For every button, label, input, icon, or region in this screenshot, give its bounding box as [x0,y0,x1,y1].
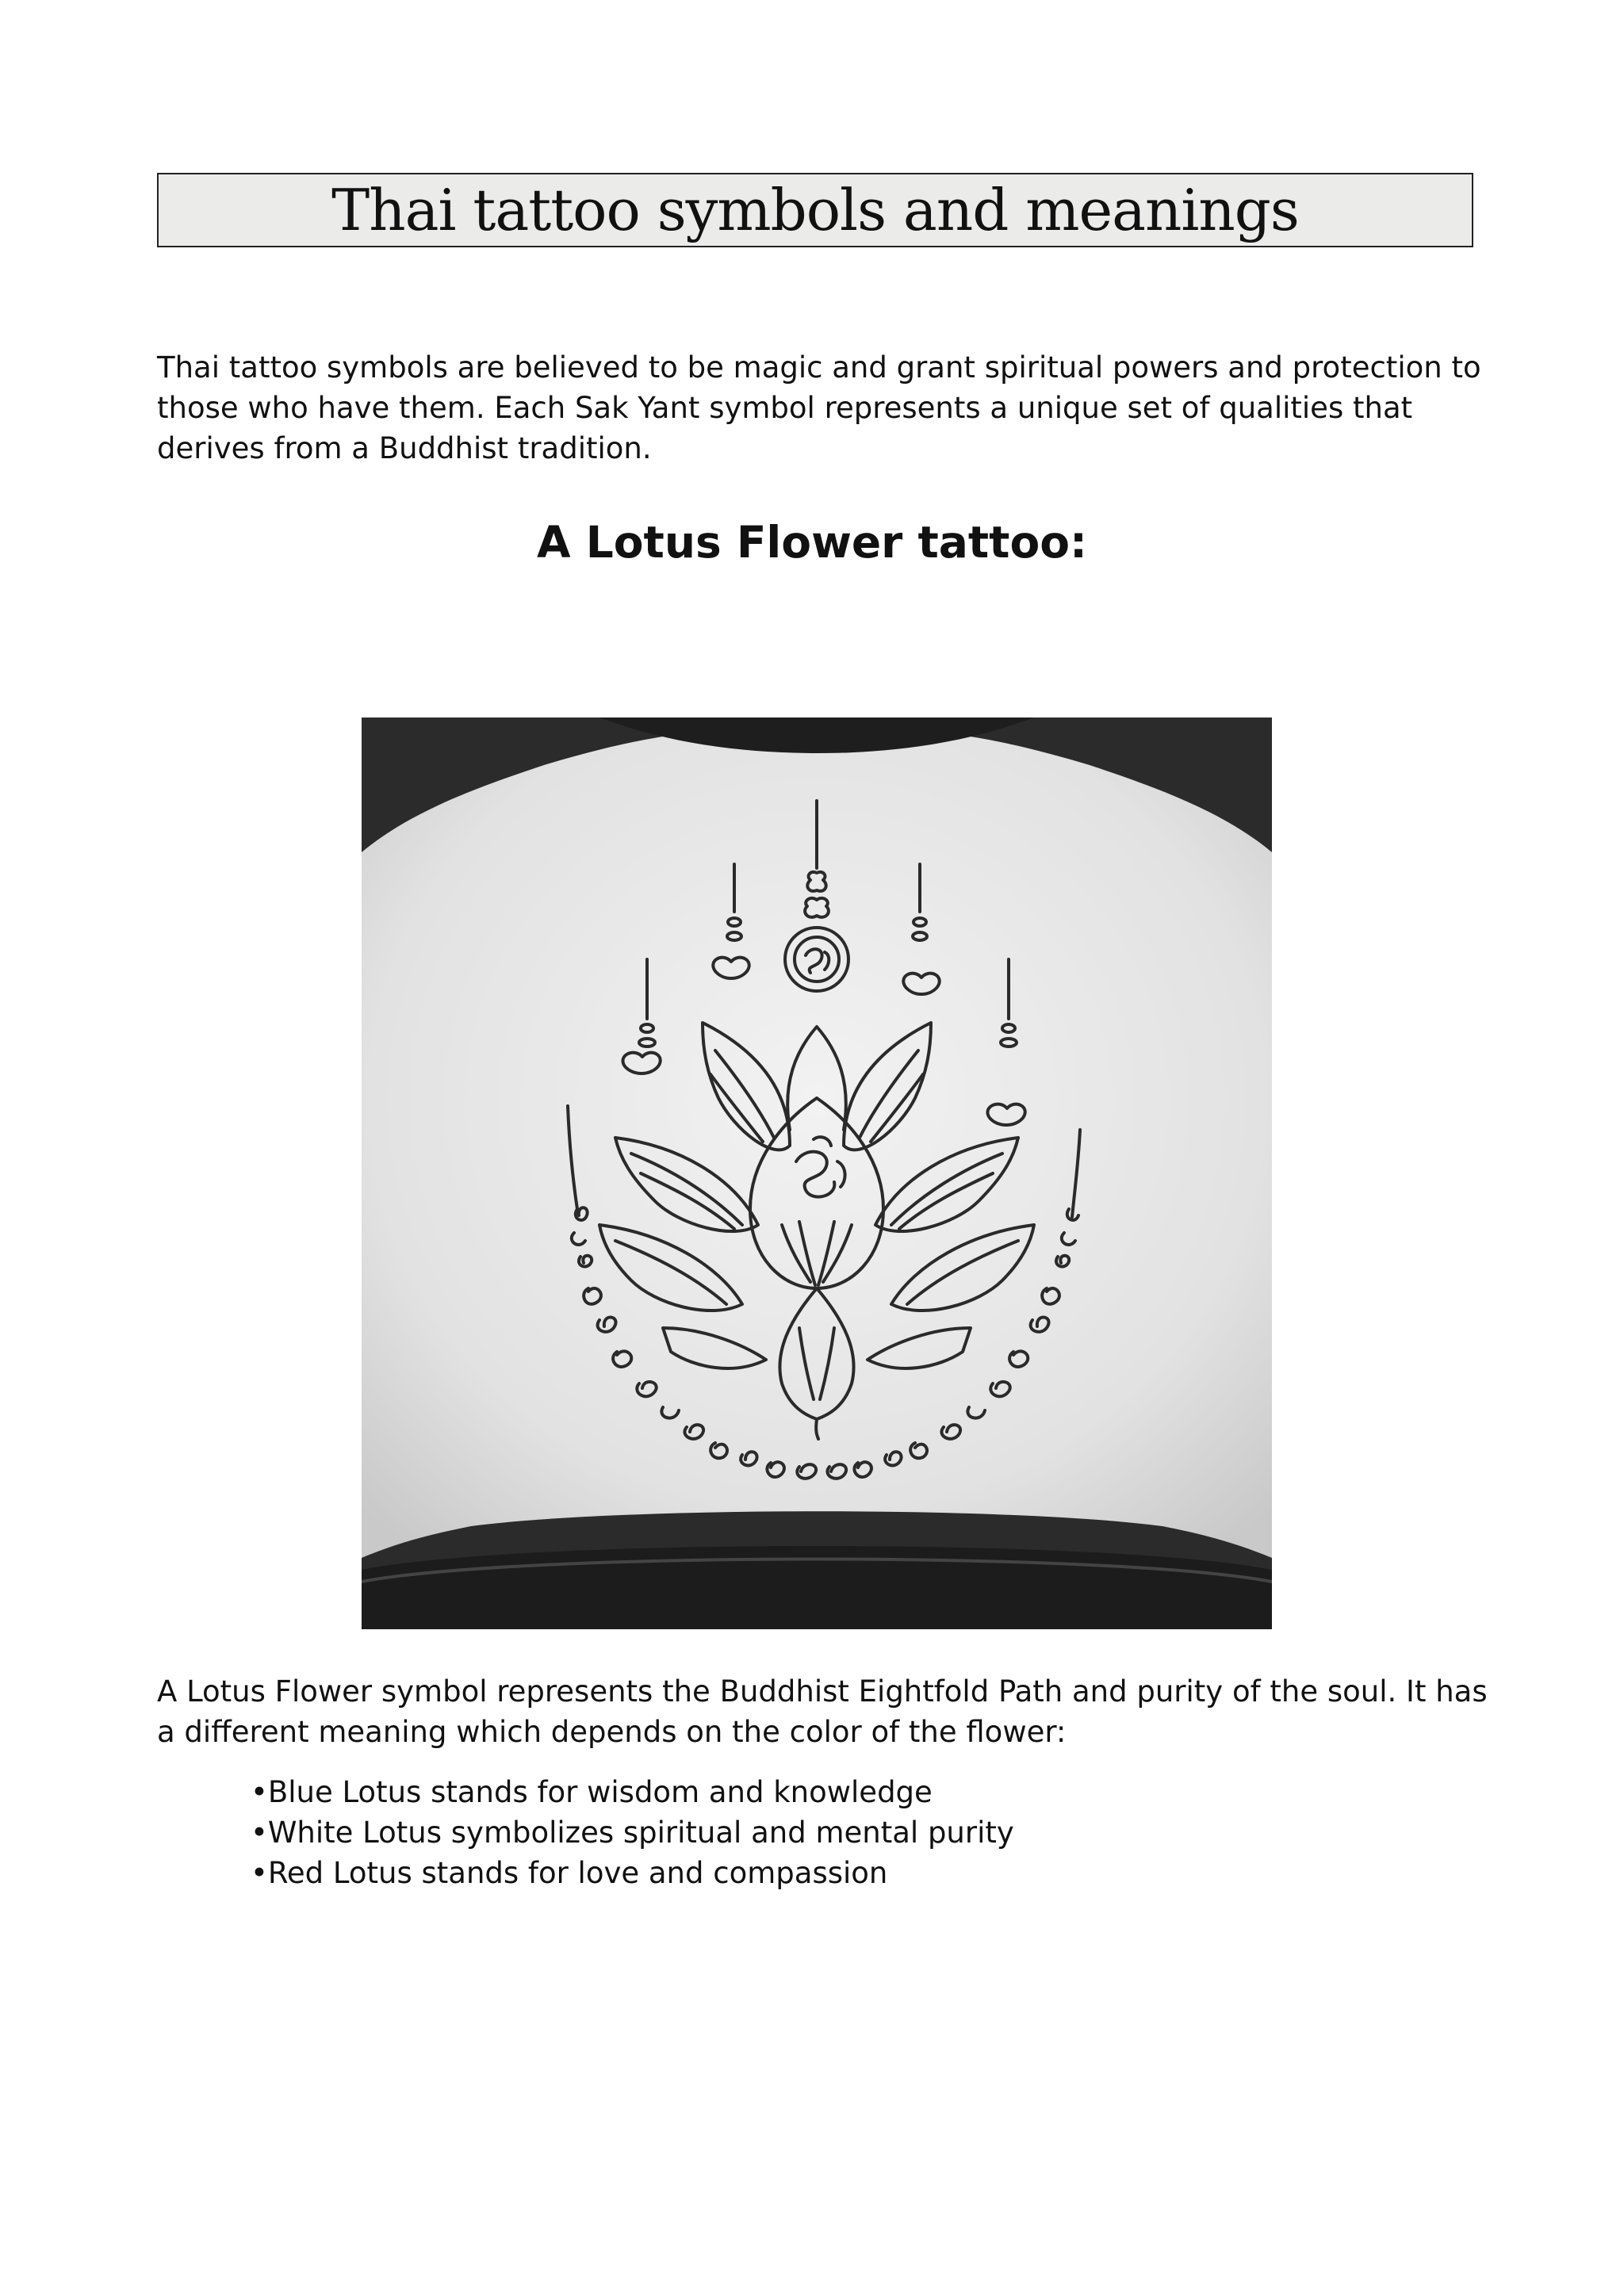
lotus-tattoo-photo [362,718,1272,1629]
list-item: • Red Lotus stands for love and compassion [251,1853,1014,1893]
list-item: • White Lotus symbolizes spiritual and mental purity [251,1812,1014,1853]
lotus-tattoo-icon [362,718,1272,1629]
color-meanings-list [251,1772,1014,1893]
description-paragraph: A Lotus Flower symbol represents the Buddhist Eightfold Path and purity of the soul. It has a different meaning which depends on the color of the flower: [157,1674,1488,1749]
page-title: Thai tattoo symbols and meanings [331,177,1299,243]
list-item: • Blue Lotus stands for wisdom and knowledge [251,1772,1014,1812]
intro-paragraph: Thai tattoo symbols are believed to be magic and grant spiritual powers and protection to those who have them. Each Sak Yant symbol represents a unique set of qualities that derives from a Buddhist tradition. [157,350,1481,465]
section-heading: A Lotus Flower tattoo: [536,517,1088,568]
title-box [157,173,1473,247]
